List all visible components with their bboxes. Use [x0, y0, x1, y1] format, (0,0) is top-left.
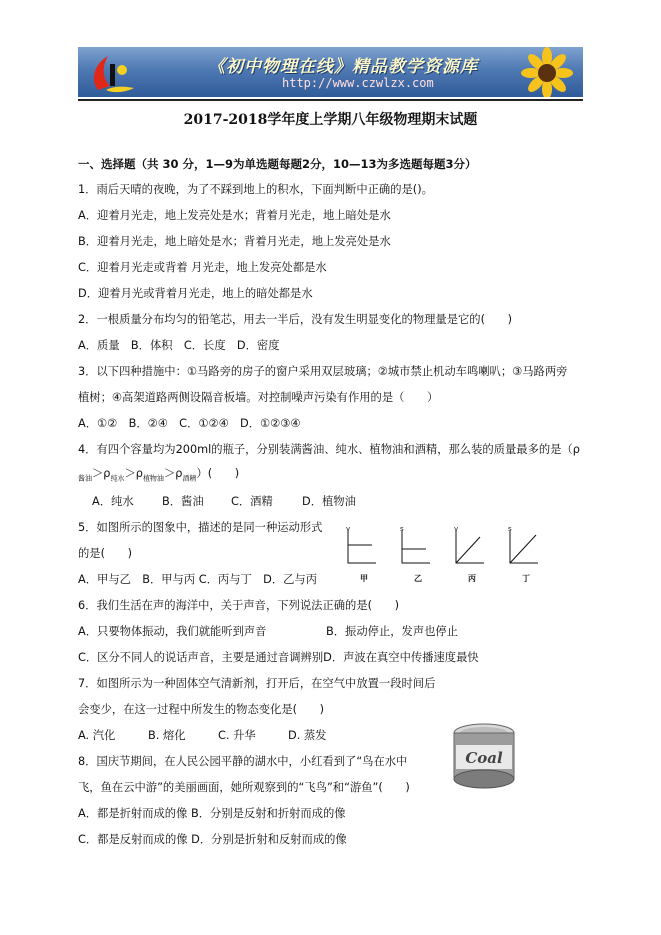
question-5-stem-line2: 的是( ) [78, 547, 133, 560]
banner-title: 《初中物理在线》精品教学资源库 [208, 57, 478, 77]
graph-bing [456, 531, 484, 563]
section-header: 一、选择题（共 30 分，1—9为单选题每题2分，10—13为多选题每题3分） [78, 157, 477, 171]
site-logo-icon [84, 50, 140, 94]
density-subscript-water: 纯水 [110, 474, 125, 483]
question-4-option-a: A．纯水 [92, 495, 134, 508]
question-3-stem-line2: 植树；④高架道路两侧设隔音板墙。对控制噪声污染有作用的是（ ） [78, 391, 439, 404]
question-6-option-a: A．只要物体振动，我们就能听到声音 [78, 625, 267, 638]
density-subscript-oil: 植物油 [142, 474, 164, 483]
question-7-stem-line2: 会变少，在这一过程中所发生的物态变化是( ) [78, 703, 325, 716]
density-subscript-alcohol: 酒精 [182, 474, 197, 483]
question-1-option-d: D．迎着月光或背着月光走，地上的暗处都是水 [78, 287, 313, 300]
question-8-stem-line1: 8．国庆节期间，在人民公园平静的湖水中，小红看到了“鸟在水中 [78, 755, 408, 768]
can-brand-label: Coal [465, 749, 503, 767]
question-7-stem-line1: 7．如图所示为一种固体空气清新剂，打开后，在空气中放置一段时间后 [78, 677, 436, 690]
question-1-option-c: C．迎着月光走或背着 月光走，地上发亮处都是水 [78, 261, 327, 274]
question-4-density-inequality: $_{酱油}>\rho_{纯水}>\rho_{植物油}>\rho_{酒精}$）( ) [78, 467, 240, 483]
question-5-options: A．甲与乙 B．甲与丙 C．丙与丁 D．乙与丙 [78, 573, 318, 586]
question-7-option-d: D. 蒸发 [288, 729, 327, 742]
svg-text:v: v [454, 527, 459, 533]
question-8-stem-line2: 飞，鱼在云中游”的美丽画面，她所观察到的“飞鸟”和“游鱼”( ) [78, 781, 410, 794]
banner-url[interactable]: http://www.czwlzx.com [282, 76, 434, 90]
graph-label-bing: 丙 [468, 574, 476, 583]
question-7-option-a: A. 汽化 [78, 729, 116, 742]
question-6-stem: 6．我们生活在声的海洋中，关于声音，下列说法正确的是( ) [78, 599, 400, 612]
question-4-option-d: D．植物油 [302, 495, 356, 508]
question-8-options-cd: C．都是反射而成的像 D．分别是折射和反射而成的像 [78, 833, 347, 846]
graph-ding [510, 531, 538, 563]
motion-graphs-figure [342, 527, 562, 589]
page-title: 2017-2018学年度上学期八年级物理期末试题 [183, 112, 478, 128]
graph-label-yi: 乙 [414, 574, 422, 583]
graph-yi [402, 531, 430, 563]
svg-text:s: s [508, 527, 512, 533]
air-freshener-can-image [448, 721, 520, 791]
question-2-stem: 2．一根质量分布均匀的铅笔芯，用去一半后，没有发生明显变化的物理量是它的( ) [78, 313, 512, 326]
graph-label-ding: 丁 [522, 574, 530, 583]
header-divider [78, 99, 583, 101]
question-4-options-q3: A．①② B．②④ C．①②④ D．①②③④ [78, 417, 301, 430]
question-4-option-c: C．酒精 [231, 495, 273, 508]
question-1-stem: 1．雨后天晴的夜晚，为了不踩到地上的积水，下面判断中正确的是()。 [78, 183, 433, 196]
question-5-stem-line1: 5．如图所示的图象中，描述的是同一种运动形式 [78, 521, 323, 534]
question-1-option-a: A．迎着月光走，地上发亮处是水；背着月光走，地上暗处是水 [78, 209, 391, 222]
question-2-options: A．质量 B．体积 C．长度 D．密度 [78, 339, 280, 352]
svg-text:s: s [400, 527, 404, 533]
question-7-option-c: C. 升华 [218, 729, 256, 742]
sunflower-icon [511, 47, 581, 97]
density-subscript-soy: 酱油 [78, 474, 92, 483]
question-8-options-ab: A．都是折射而成的像 B．分别是反射和折射而成的像 [78, 807, 346, 820]
question-7-option-b: B. 熔化 [148, 729, 186, 742]
question-1-option-b: B．迎着月光走，地上暗处是水；背着月光走，地上发亮处是水 [78, 235, 391, 248]
header-banner [78, 47, 583, 97]
question-4-stem: 4．有四个容量均为200ml的瓶子，分别装满酱油、纯水、植物油和酒精，那么装的质量最多的是（ρ [78, 443, 580, 456]
question-3-stem-line1: 3．以下四种措施中：①马路旁的房子的窗户采用双层玻璃；②城市禁止机动车鸣喇叭；③马路两旁 [78, 365, 568, 378]
question-6-option-b: B．振动停止，发声也停止 [326, 625, 459, 638]
graph-jia [348, 531, 376, 563]
question-6-options-cd: C．区分不同人的说话声音，主要是通过音调辨别D．声波在真空中传播速度最快 [78, 651, 479, 664]
svg-text:v: v [346, 527, 351, 533]
graph-label-jia: 甲 [360, 574, 368, 583]
question-4-option-b: B．酱油 [162, 495, 204, 508]
